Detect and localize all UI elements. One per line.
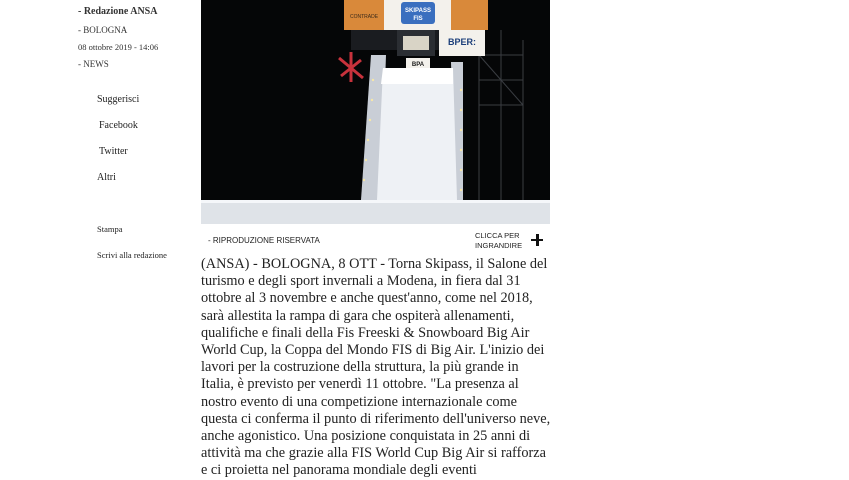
big-air-ramp-illustration [201,0,550,224]
banner-left-text: CONTRADE [349,14,379,20]
share-more-link[interactable]: Altri [97,172,116,183]
banner-mid-text: FIS [413,16,423,22]
share-suggest-link[interactable]: Suggerisci [97,94,140,105]
share-facebook-link[interactable]: Facebook [99,120,138,131]
sponsor-right-text: BPER: [447,37,477,47]
enlarge-photo-button[interactable] [475,231,550,251]
author-byline: - Redazione ANSA [78,6,158,17]
article-body: (ANSA) - BOLOGNA, 8 OTT - Torna Skipass, il Salone del turismo e degli sport invernali a Modena, in fiera dal 31 ottobre al 3 novembre e anche quest'anno, come nel 2018, sarà allestita la rampa di gara che ospiterà allenamenti, qualifiche e finali della Fis Freeski & Snowboard Big Air World Cup, la Coppa del Mondo FIS di Big Air. L'inizio dei lavori per la costruzione della struttura, la più grande in Italia, è previsto per venerdì 11 ottobre. "La presenza al nostro evento di una competizione internazionale come questa ci conferma il punto di riferimento dell'universo neve, anche agonistico. Una posizione conquistata in 25 anni di attività ma che grazie alla FIS World Cup Big Air si rafforza e ci proietta nel panorama mondiale degli eventi [201,256,551,479]
plus-icon [531,234,543,246]
share-twitter-link[interactable]: Twitter [99,146,128,157]
photo-rights-caption: - RIPRODUZIONE RISERVATA [208,236,320,245]
enlarge-label: CLICCA PER INGRANDIRE [475,231,523,250]
article-photo[interactable] [201,0,550,224]
publish-datetime: 08 ottobre 2019 - 14:06 [78,42,159,52]
article-sidebar [0,0,200,480]
dateline-city: - BOLOGNA [78,25,128,35]
section-tag[interactable]: - NEWS [78,59,109,69]
print-link[interactable]: Stampa [97,224,123,234]
sponsor-small-text: BPA [411,62,425,68]
write-to-editors-link[interactable]: Scrivi alla redazione [97,250,167,260]
banner-top-text: SKIPASS [405,8,431,14]
snow-ramp [377,68,457,200]
